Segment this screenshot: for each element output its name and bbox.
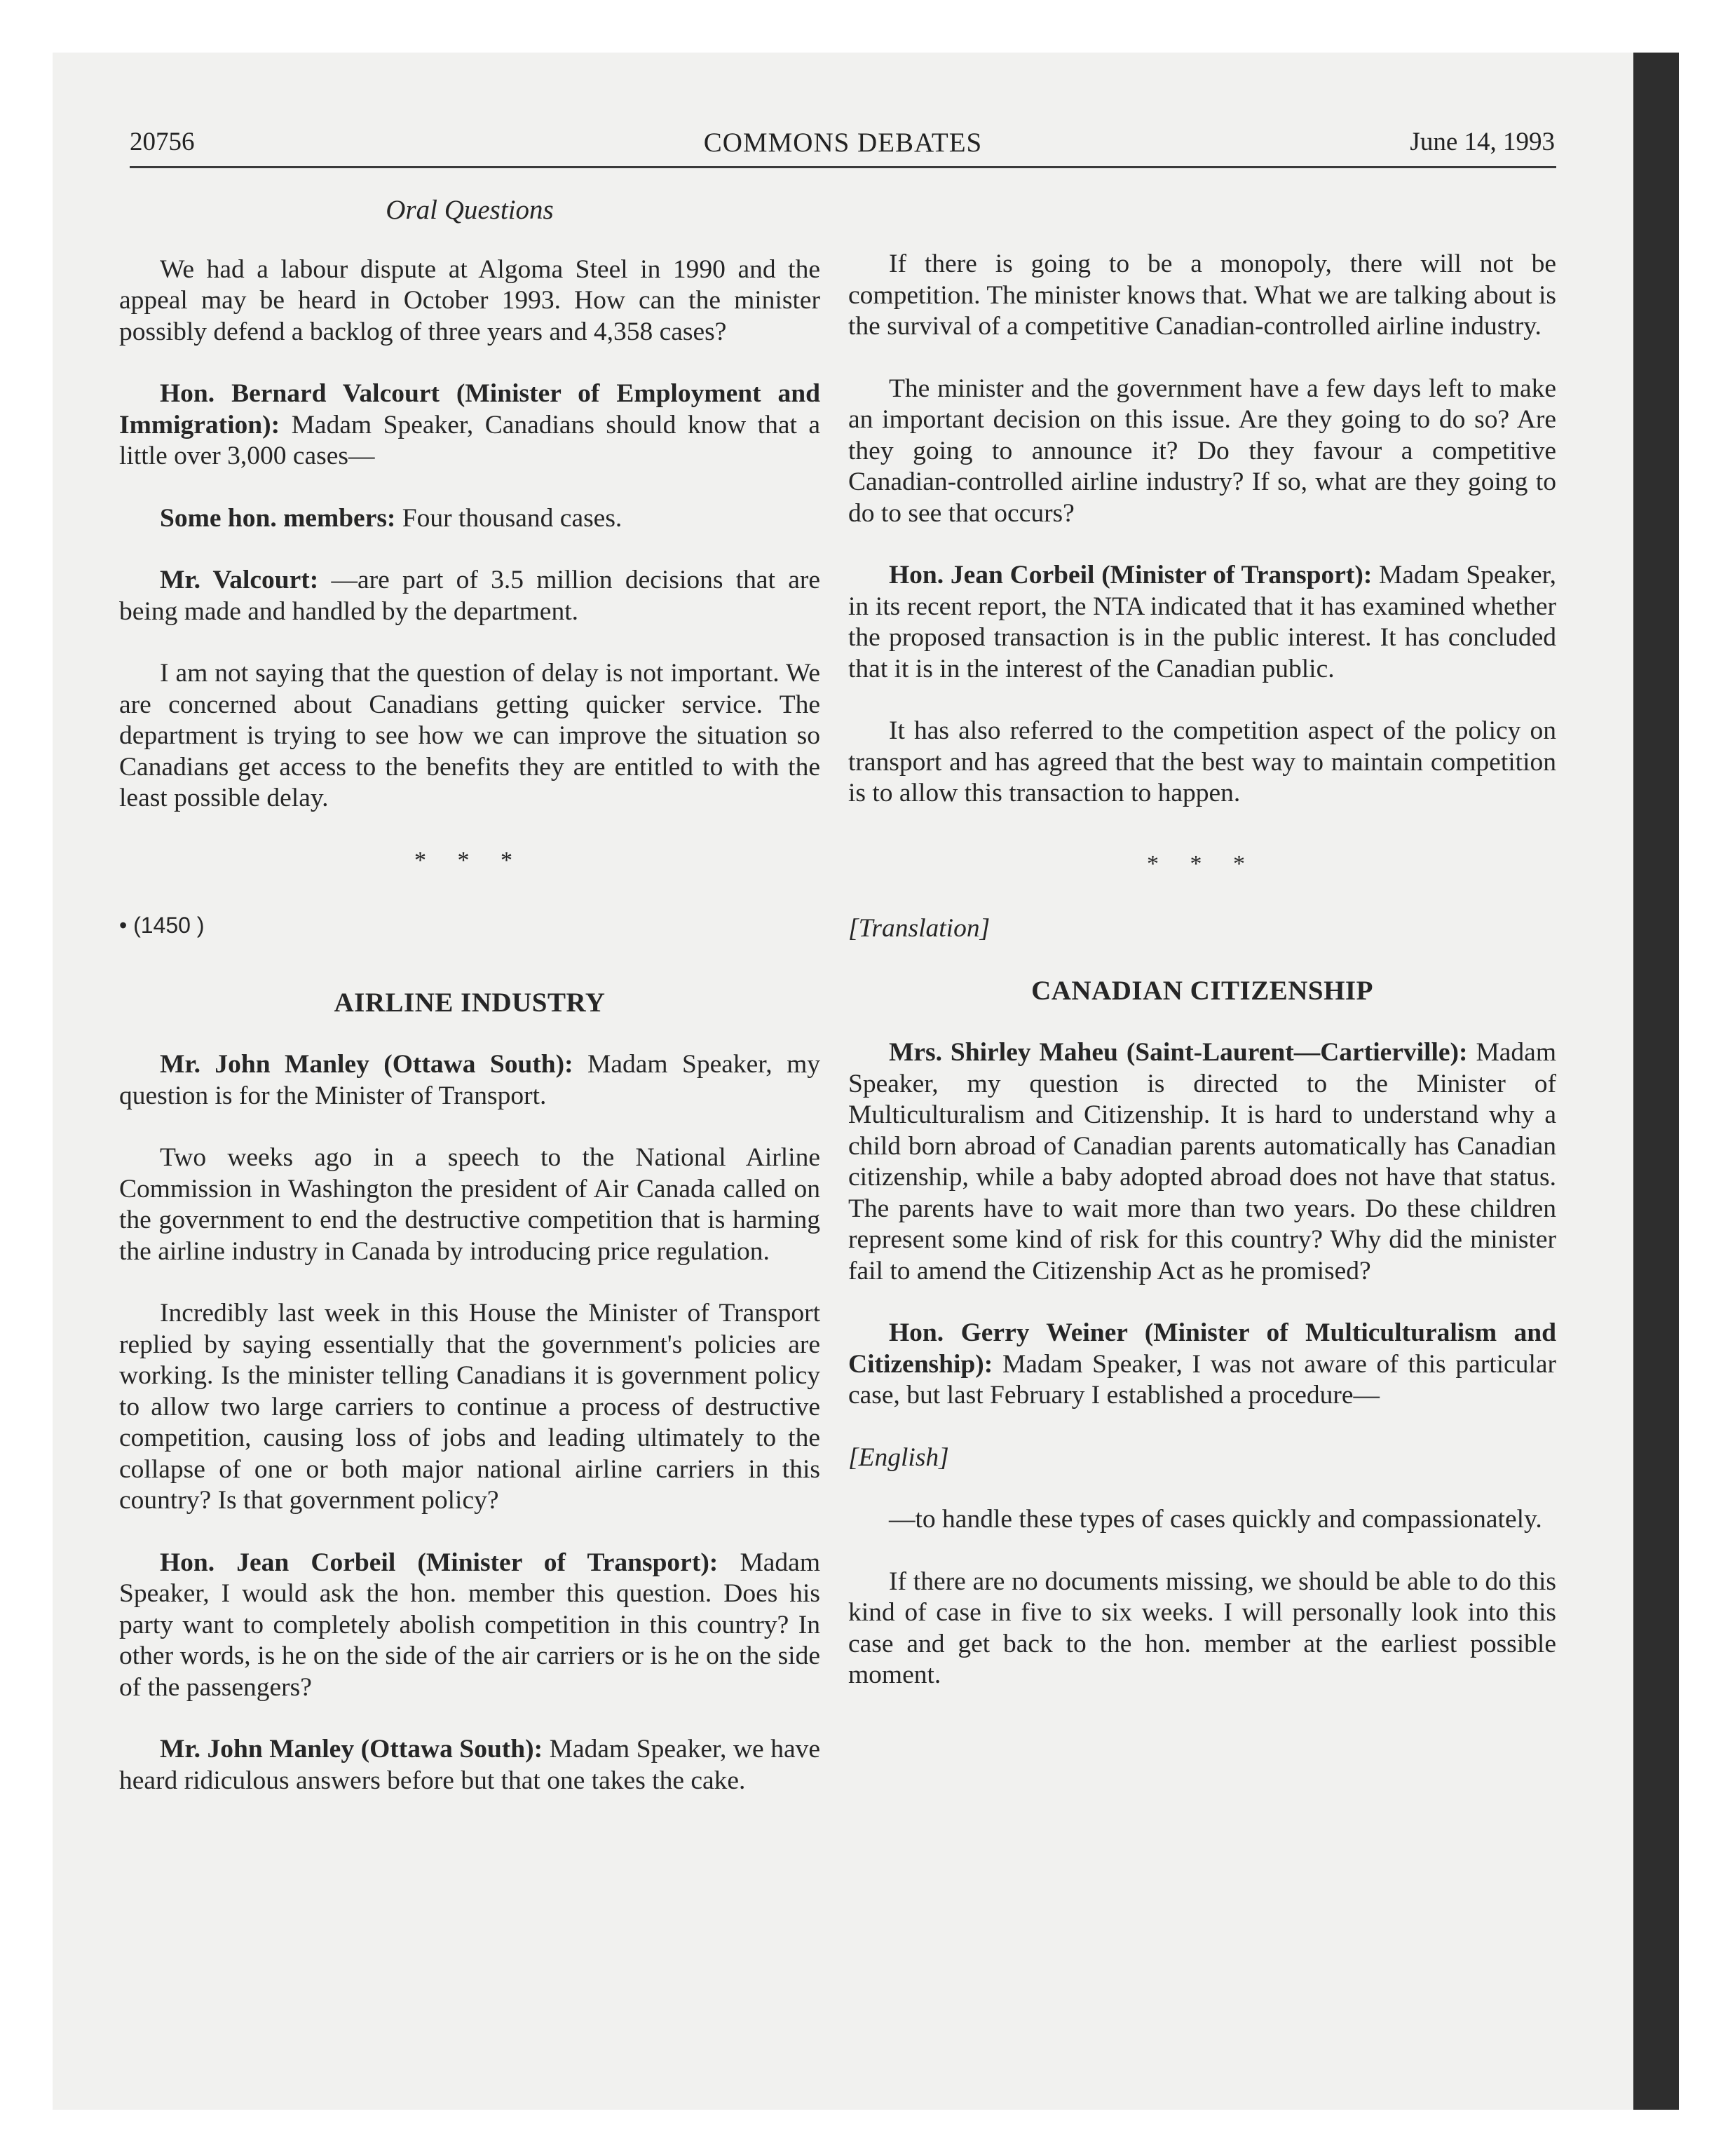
speech-text: Madam Speaker, my question is for the Minister of Transport. (119, 1050, 820, 1110)
paragraph: If there is going to be a monopoly, there will not be competition. The minister knows that. What we are talking about is the survival of a competitive Canadian-controlled airline industry. (848, 250, 1556, 341)
section-divider: * * * (1147, 850, 1258, 877)
speech-paragraph (119, 565, 820, 627)
speech-paragraph (119, 1734, 820, 1796)
speech-text: Madam Speaker, I was not aware of this particular case, but last February I established a procedure— (848, 1349, 1556, 1410)
running-title: COMMONS DEBATES (703, 128, 983, 158)
speaker-name: Mr. John Manley (Ottawa South): (160, 1050, 573, 1079)
speech-paragraph (848, 1037, 1556, 1287)
section-label: Oral Questions (386, 195, 554, 225)
scan-edge-shadow (1633, 53, 1679, 2110)
section-heading-citizenship: CANADIAN CITIZENSHIP (1031, 975, 1373, 1006)
paragraph: Incredibly last week in this House the Minister of Transport replied by saying essentially that the government's policies are working. Is the minister telling Canadians it is government policy to allow two large carriers to continue a process of destructive competition, causing loss of jobs and leading ultimately to the collapse of one or both major national airline carriers in this country? Is that government policy? (119, 1299, 820, 1515)
speaker-name: Mr. John Manley (Ottawa South): (160, 1735, 543, 1763)
right-column (848, 249, 1556, 1722)
page-date: June 14, 1993 (1410, 128, 1555, 156)
speech-paragraph (119, 503, 820, 535)
speech-text: Madam Speaker, I would ask the hon. member this question. Does his party want to completely abolish competition in this country? In other words, is he on the side of the air carriers or is he on the side of the passengers? (119, 1548, 820, 1702)
paragraph: Two weeks ago in a speech to the National Airline Commission in Washington the president of Air Canada called on the government to end the destructive competition that is harming the airline industry in Canada by introducing price regulation. (119, 1143, 820, 1266)
section-heading-airline: AIRLINE INDUSTRY (334, 987, 606, 1018)
speaker-name: Some hon. members: (160, 503, 396, 533)
speech-paragraph (848, 560, 1556, 685)
paragraph: It has also referred to the competition aspect of the policy on transport and has agreed that the best way to maintain competition is to allow this transaction to happen. (848, 716, 1556, 807)
speaker-name: Mr. Valcourt: (160, 566, 319, 594)
page-number: 20756 (130, 128, 195, 156)
speech-paragraph (119, 1049, 820, 1112)
speech-text: —are part of 3.5 million decisions that are being made and handled by the department. (119, 566, 820, 626)
paragraph: The minister and the government have a few days left to make an important decision on this issue. Are they going to do so? Are they going to announce it? Do they favour a competitive Canadian-controlled airline industry? If so, what are they going to do to see that occurs? (848, 374, 1556, 528)
speaker-name: Hon. Bernard Valcourt (Minister of Employment and Immigration): (119, 379, 820, 439)
speaker-name: Hon. Gerry Weiner (Minister of Multiculturalism and Citizenship): (848, 1318, 1556, 1379)
speech-paragraph (119, 1548, 820, 1704)
english-note: [English] (848, 1442, 949, 1472)
speech-text: Madam Speaker, we have heard ridiculous answers before but that one takes the cake. (119, 1735, 820, 1795)
speech-text: Madam Speaker, my question is directed to the Minister of Multiculturalism and Citizenship. It is hard to understand why a child born abroad of Canadian parents automatically has Canadian citizenship, while a baby adopted abroad does not have that status. The parents have to wait more than two years. Do these children represent some kind of risk for this country? Why did the minister fail to amend the Citizenship Act as he promised? (848, 1038, 1556, 1285)
speech-text: Four thousand cases. (395, 503, 622, 533)
translation-note: [Translation] (848, 914, 991, 943)
speech-text: Madam Speaker, Canadians should know that a little over 3,000 cases— (119, 410, 820, 470)
time-marker: • (1450 ) (119, 913, 205, 938)
speaker-name: Hon. Jean Corbeil (Minister of Transport): (889, 561, 1373, 589)
paragraph: We had a labour dispute at Algoma Steel in 1990 and the appeal may be heard in October 1993. How can the minister possibly defend a backlog of three years and 4,358 cases? (119, 254, 820, 346)
section-divider: * * * (414, 847, 525, 873)
paragraph: I am not saying that the question of delay is not important. We are concerned about Canadians getting quicker service. The department is trying to see how we can improve the situation so Canadians get access to the benefits they are entitled to with the least possible delay. (119, 659, 820, 812)
speech-paragraph (848, 1318, 1556, 1412)
speaker-name: Mrs. Shirley Maheu (Saint-Laurent—Cartierville): (889, 1038, 1468, 1067)
speech-text: Madam Speaker, in its recent report, the NTA indicated that it has examined whether the proposed transaction is in the public interest. It has concluded that it is in the interest of the Canadian public. (848, 561, 1557, 683)
speech-paragraph (119, 378, 820, 472)
left-column (119, 189, 820, 1827)
speaker-name: Hon. Jean Corbeil (Minister of Transport): (160, 1548, 719, 1577)
page-header (130, 123, 1556, 168)
paragraph: —to handle these types of cases quickly and compassionately. (889, 1505, 1542, 1534)
paragraph: If there are no documents missing, we should be able to do this kind of case in five to six weeks. I will personally look into this case and get back to the hon. member at the earliest possible moment. (848, 1567, 1556, 1689)
